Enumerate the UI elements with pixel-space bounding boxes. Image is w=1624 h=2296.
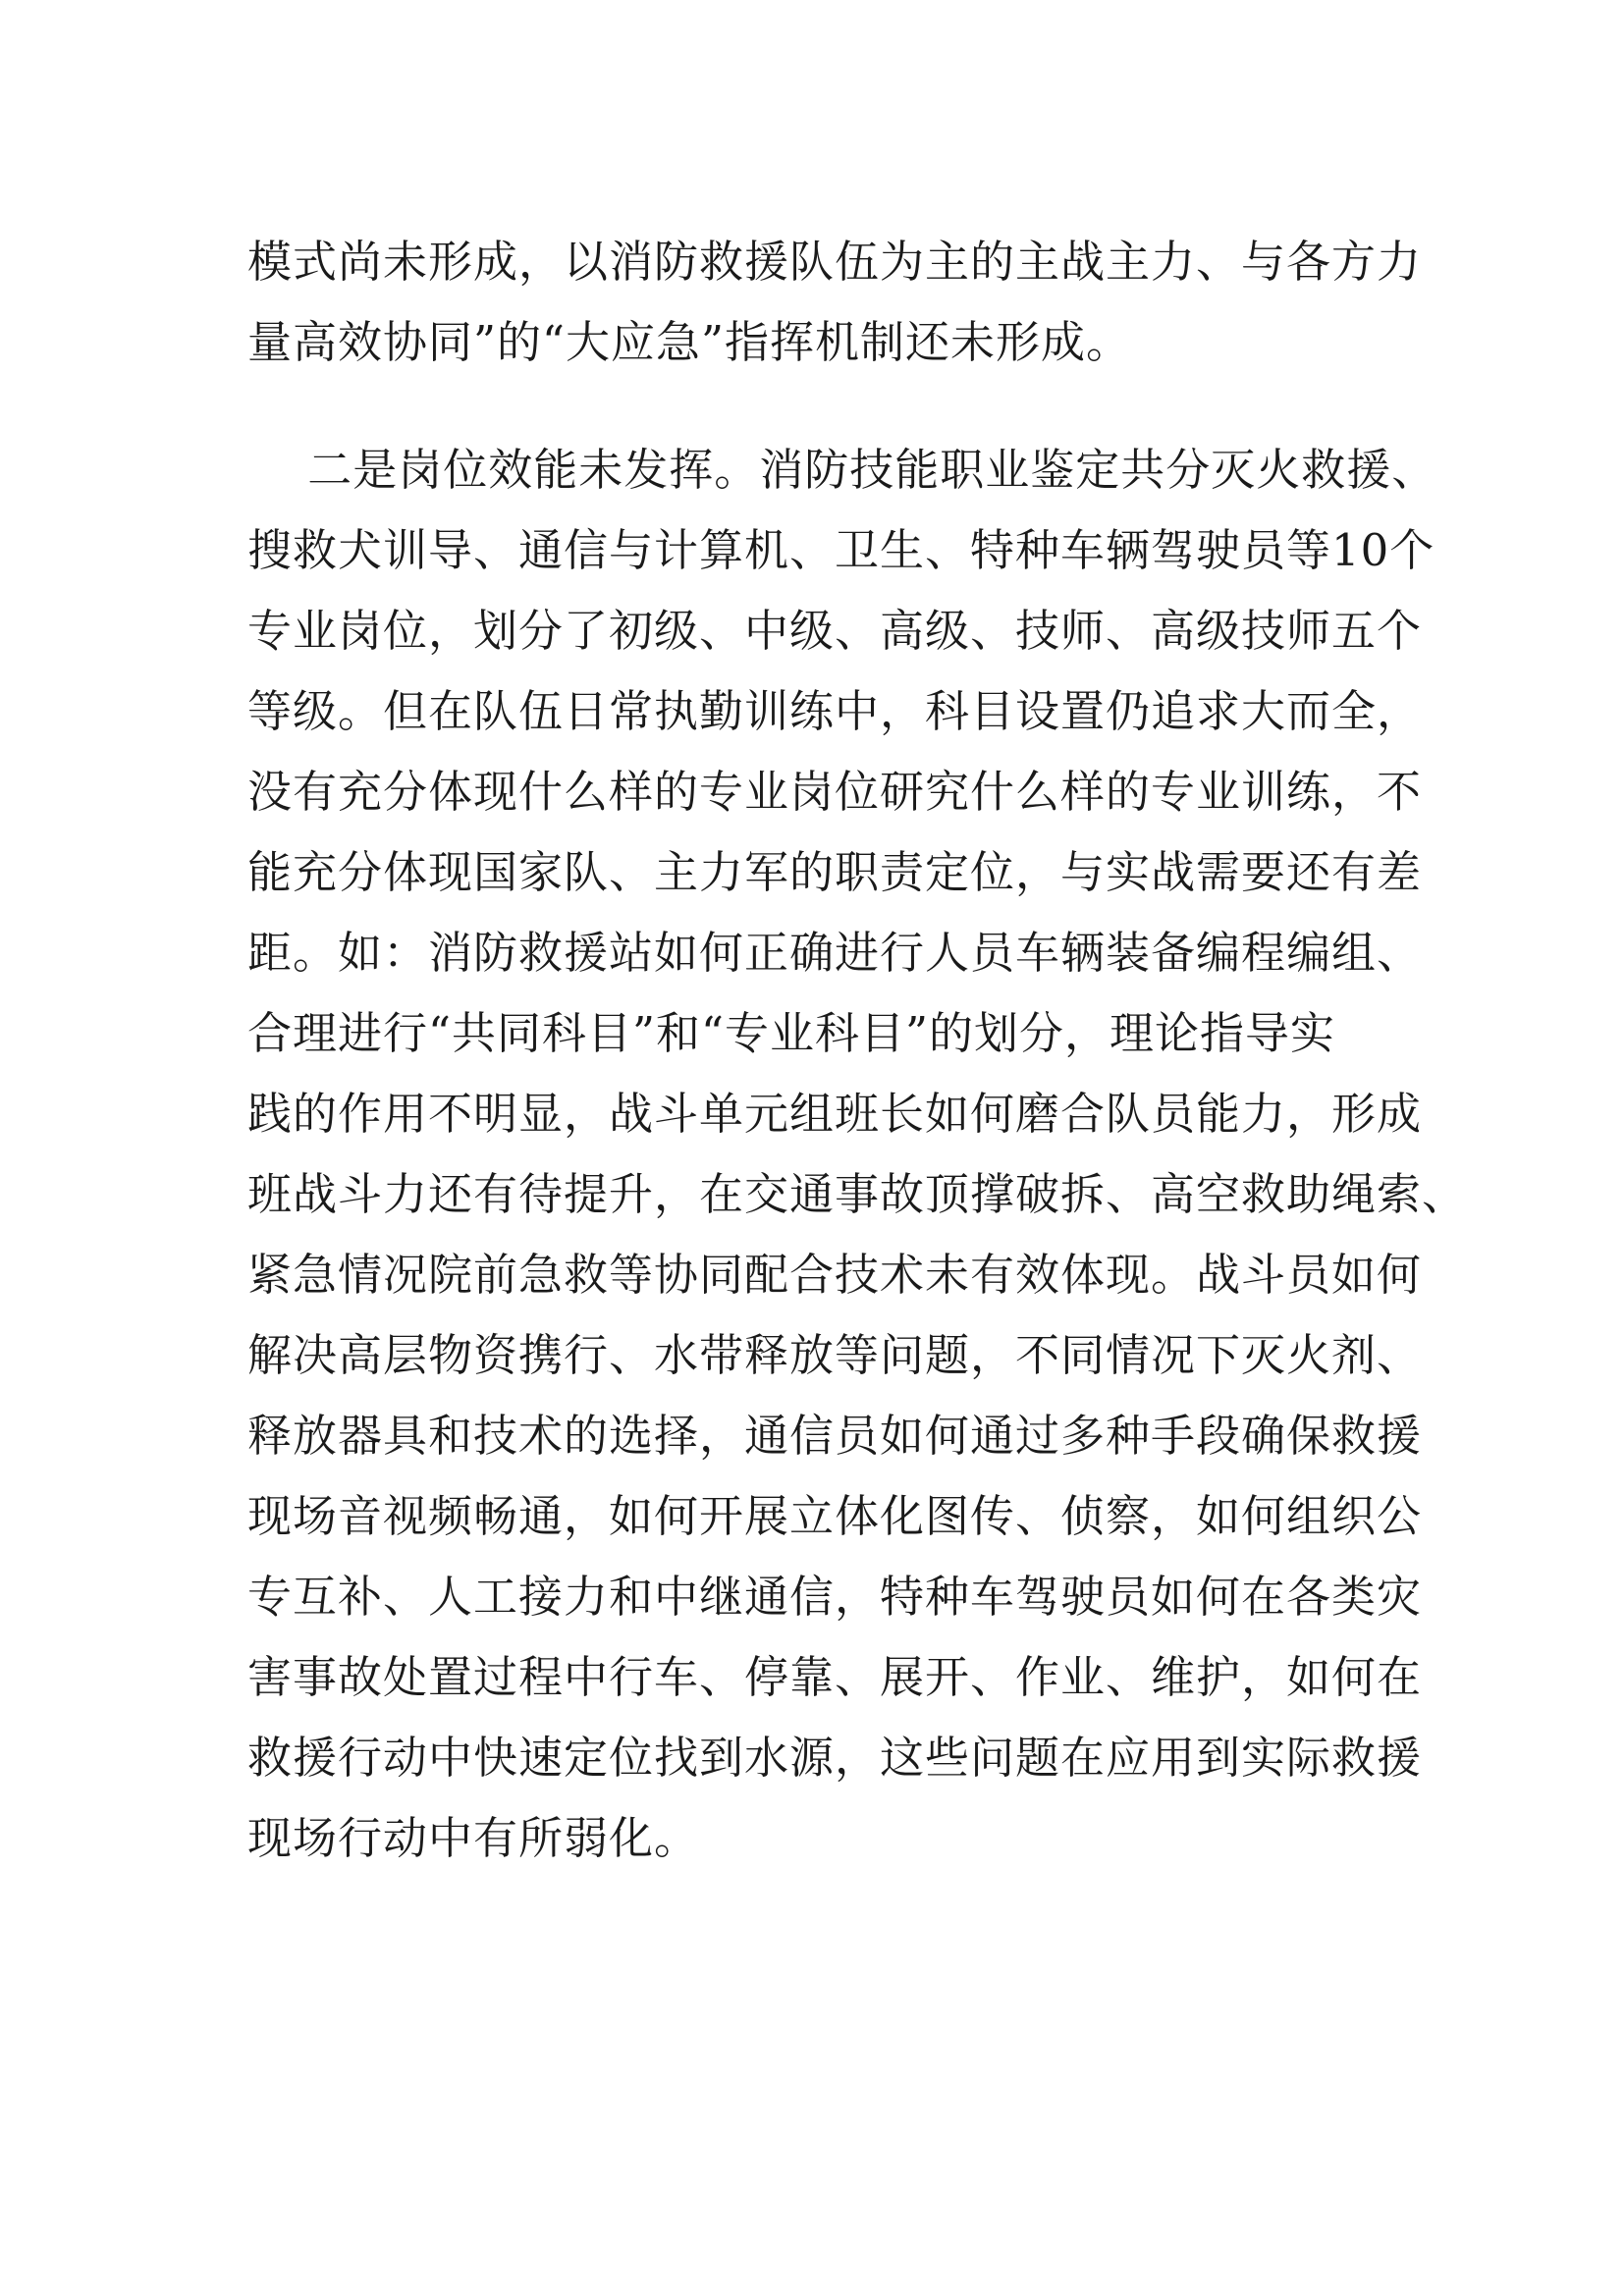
text-line: 没有充分体现什么样的专业岗位研究什么样的专业训练，不 [247,766,1423,818]
text-line: 专互补、人工接力和中继通信，特种车驾驶员如何在各类灾 [247,1571,1423,1623]
text-line: 现场音视频畅通，如何开展立体化图传、侦察，如何组织公 [247,1490,1423,1542]
paragraph-post-efficiency [247,430,1468,1879]
text-line: 模式尚未形成，以消防救援队伍为主的主战主力、与各方力 [247,236,1423,288]
text-line: 紧急情况院前急救等协同配合技术未有效体现。战斗员如何 [247,1249,1423,1301]
text-line: 能充分体现国家队、主力军的职责定位，与实战需要还有差 [247,846,1423,898]
paragraph-continuation [247,222,1423,383]
text-line: 等级。但在队伍日常执勤训练中，科目设置仍追求大而全， [247,685,1423,737]
text-line: 距。如：消防救援站如何正确进行人员车辆装备编程编组、 [247,927,1423,979]
text-line: 合理进行“共同科目”和“专业科目”的划分，理论指导实 [247,1007,1336,1059]
text-line: 量高效协同”的“大应急”指挥机制还未形成。 [247,316,1132,368]
text-line: 班战斗力还有待提升，在交通事故顶撑破拆、高空救助绳索、 [247,1168,1468,1220]
text-line: 现场行动中有所弱化。 [247,1812,700,1864]
text-line: 践的作用不明显，战斗单元组班长如何磨合队员能力，形成 [247,1088,1423,1140]
text-line: 专业岗位，划分了初级、中级、高级、技师、高级技师五个 [247,605,1423,657]
text-line: 害事故处置过程中行车、停靠、展开、作业、维护，如何在 [247,1651,1423,1703]
text-line: 二是岗位效能未发挥。消防技能职业鉴定共分灭火救援、 [247,444,1437,496]
text-line: 救援行动中快速定位找到水源，这些问题在应用到实际救援 [247,1732,1423,1784]
text-line: 搜救犬训导、通信与计算机、卫生、特种车辆驾驶员等10个 [247,524,1435,576]
text-line: 解决高层物资携行、水带释放等问题，不同情况下灭火剂、 [247,1329,1423,1381]
text-line: 释放器具和技术的选择，通信员如何通过多种手段确保救援 [247,1410,1423,1462]
